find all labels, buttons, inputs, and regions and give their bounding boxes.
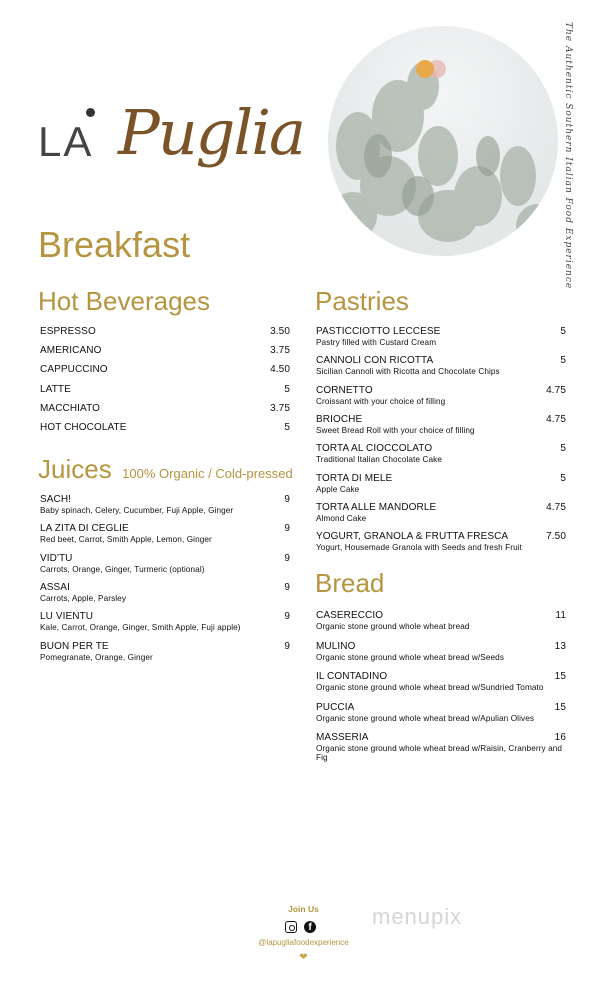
menu-item-name: MASSERIA xyxy=(316,732,369,743)
menu-item-description: Organic stone ground whole wheat bread w/Apulian Olives xyxy=(316,713,535,723)
menu-item-price: 7.50 xyxy=(546,531,566,543)
menu-item xyxy=(316,355,566,376)
social-handle[interactable]: @lapugliafoodexperience xyxy=(258,938,349,947)
menu-item-description: Organic stone ground whole wheat bread xyxy=(316,622,470,631)
menu-item xyxy=(316,732,566,762)
menu-item-name: HOT CHOCOLATE xyxy=(40,422,127,433)
menu-item-name: ESPRESSO xyxy=(40,326,96,337)
menu-item-description: Sweet Bread Roll with your choice of filling xyxy=(316,425,475,435)
menu-item-name: PUCCIA xyxy=(316,701,355,713)
menu-item-price: 16 xyxy=(554,732,566,743)
menu-item-price: 9 xyxy=(284,581,290,593)
menu-item-name: ASSAI xyxy=(40,581,70,593)
sun-icon-orange xyxy=(416,60,434,78)
heart-icon: ❤ xyxy=(299,952,308,963)
menu-item xyxy=(316,443,566,464)
logo-la-text: LA xyxy=(38,118,94,165)
instagram-icon[interactable] xyxy=(285,921,297,933)
menu-item-description: Carrots, Apple, Parsley xyxy=(40,593,127,603)
menu-item xyxy=(316,641,566,662)
menu-item xyxy=(316,610,566,631)
menu-item-price: 11 xyxy=(555,610,566,621)
juices-heading: Juices xyxy=(38,454,112,484)
menu-item-price: 5 xyxy=(284,422,290,433)
menu-item xyxy=(40,494,290,515)
menu-item-description: Organic stone ground whole wheat bread w/Sundried Tomato xyxy=(316,683,544,692)
menu-item xyxy=(40,345,290,356)
menu-item-name: CORNETTO xyxy=(316,384,373,396)
menu-item xyxy=(316,385,566,406)
menu-item xyxy=(316,326,566,347)
menu-item-description: Pomegranate, Orange, Ginger xyxy=(40,652,153,662)
menu-item-price: 15 xyxy=(554,701,566,713)
menu-item-price: 9 xyxy=(284,494,290,505)
menu-item-name: IL CONTADINO xyxy=(316,671,388,682)
menu-item-description: Red beet, Carrot, Smith Apple, Lemon, Ginger xyxy=(40,535,212,545)
menu-item-name: CAPPUCCINO xyxy=(40,364,108,376)
menu-item-price: 5 xyxy=(560,443,566,455)
menu-item xyxy=(316,702,566,723)
menu-item xyxy=(316,473,566,494)
menu-item-name: PASTICCIOTTO LECCESE xyxy=(316,326,441,337)
tagline: The Authentic Southern Italian Food Experience xyxy=(563,22,573,290)
menu-item xyxy=(40,611,290,632)
menu-item-description: Carrots, Orange, Ginger, Turmeric (optional) xyxy=(40,564,205,574)
menu-item xyxy=(40,326,290,337)
menu-item xyxy=(40,641,290,662)
menu-item-price: 4.75 xyxy=(546,501,566,513)
menu-item-name: TORTA DI MELE xyxy=(316,472,393,484)
logo-puglia-text: Puglia xyxy=(118,96,304,169)
menu-item-description: Sicilian Cannoli with Ricotta and Chocolate Chips xyxy=(316,367,500,377)
menu-item xyxy=(40,553,290,574)
menu-item-price: 5 xyxy=(560,472,566,484)
menu-item-name: LU VIENTU xyxy=(40,611,94,623)
menu-item-description: Pastry filled with Custard Cream xyxy=(316,338,437,347)
menu-item-name: YOGURT, GRANOLA & FRUTTA FRESCA xyxy=(316,531,509,543)
menu-item-name: TORTA AL CIOCCOLATO xyxy=(316,443,433,455)
menu-item-name: AMERICANO xyxy=(40,345,102,357)
menu-item-description: Baby spinach, Celery, Cucumber, Fuji Apple, Ginger xyxy=(40,506,234,515)
join-us-label: Join Us xyxy=(288,904,319,914)
hot-beverages-heading: Hot Beverages xyxy=(38,286,210,316)
menu-item-price: 9 xyxy=(284,523,290,535)
bread-heading: Bread xyxy=(315,568,385,598)
juices-heading-row xyxy=(38,454,293,485)
menu-item-name: LA ZITA DI CEGLIE xyxy=(40,523,129,535)
menu-item-price: 5 xyxy=(560,326,566,337)
menu-item xyxy=(40,384,290,395)
menu-item-name: CASERECCIO xyxy=(316,610,384,621)
menu-item xyxy=(316,502,566,523)
menu-item-name: CANNOLI CON RICOTTA xyxy=(316,355,434,367)
watermark: menupix xyxy=(372,904,463,929)
menu-item xyxy=(40,582,290,603)
menu-item xyxy=(316,531,566,552)
menu-item-description: Apple Cake xyxy=(316,484,360,494)
menu-item xyxy=(316,671,566,692)
menu-item-description: Kale, Carrot, Orange, Ginger, Smith Apple, Fuji apple) xyxy=(40,623,241,633)
logo-dot xyxy=(86,108,95,117)
menu-item-name: BRIOCHE xyxy=(316,413,363,425)
pastries-heading: Pastries xyxy=(315,286,409,316)
menu-item xyxy=(40,523,290,544)
menu-item-price: 9 xyxy=(284,611,290,623)
menu-item-name: SACH! xyxy=(40,494,72,505)
menu-item-price: 3.75 xyxy=(270,402,290,414)
menu-item xyxy=(316,414,566,435)
menu-item-description: Organic stone ground whole wheat bread w/Seeds xyxy=(316,652,505,662)
menu-item-price: 13 xyxy=(554,640,566,652)
menu-item-price: 5 xyxy=(560,355,566,367)
menu-item-price: 5 xyxy=(284,383,290,395)
page-title: Breakfast xyxy=(38,224,191,265)
menu-item-price: 4.75 xyxy=(546,384,566,396)
menu-item-price: 3.75 xyxy=(270,345,290,357)
menu-item-name: MULINO xyxy=(316,640,356,652)
menu-item-description: Almond Cake xyxy=(316,513,367,523)
cactus-photo-circle xyxy=(328,26,558,256)
menu-item xyxy=(40,364,290,375)
menu-item-description: Organic stone ground whole wheat bread w/Raisin, Cranberry and Fig xyxy=(316,744,563,762)
cactus-illustration xyxy=(328,26,558,256)
menu-item-price: 9 xyxy=(284,552,290,564)
menu-item xyxy=(40,422,290,433)
menu-item-name: BUON PER TE xyxy=(40,640,109,652)
menu-item-description: Croissant with your choice of filling xyxy=(316,396,446,406)
juices-subheading: 100% Organic / Cold-pressed xyxy=(122,466,293,481)
menu-item-name: MACCHIATO xyxy=(40,402,100,414)
menu-item-description: Traditional Italian Chocolate Cake xyxy=(316,455,442,465)
menu-item-price: 4.50 xyxy=(270,364,290,376)
menu-item xyxy=(40,403,290,414)
menu-item-description: Yogurt, Housemade Granola with Seeds and fresh Fruit xyxy=(316,543,523,553)
menu-item-price: 15 xyxy=(554,671,566,682)
menu-item-price: 9 xyxy=(284,640,290,652)
menu-item-name: VID'TU xyxy=(40,552,73,564)
menu-item-price: 4.75 xyxy=(546,413,566,425)
menu-item-name: TORTA ALLE MANDORLE xyxy=(316,501,437,513)
menu-item-price: 3.50 xyxy=(270,326,290,337)
menu-item-name: LATTE xyxy=(40,383,71,395)
facebook-icon[interactable]: f xyxy=(304,921,316,933)
